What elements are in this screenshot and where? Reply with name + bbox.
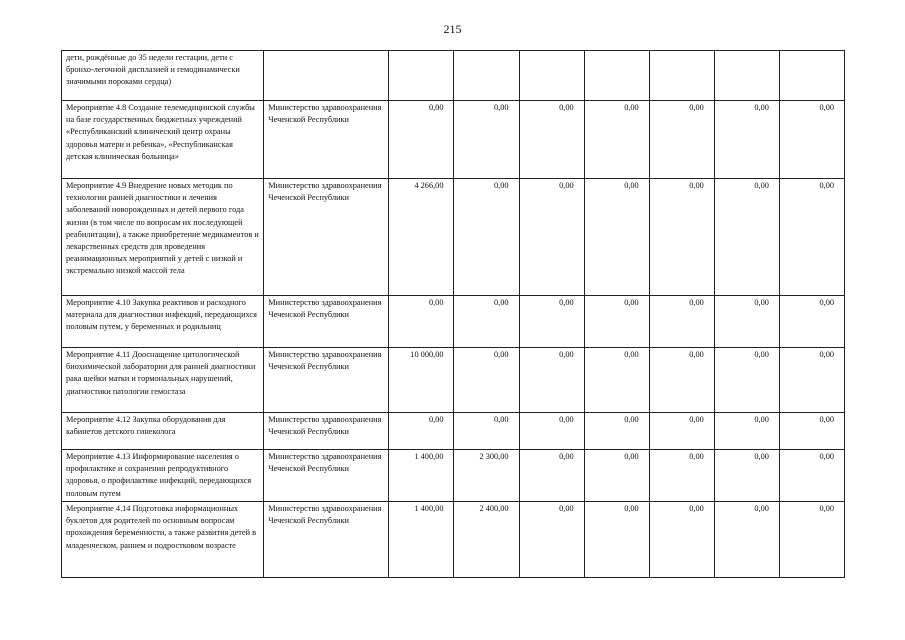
activity-name-cell: Мероприятие 4.9 Внедрение новых методик по технологии ранней диагностики и лечения заболеваний новорожденных и детей первого года жизни (в том числе по вопросам их последующей реабилитации), а также приобретение медикаментов и лекарственных средств для проведения реанимационных мероприятий у детей с низкой и экстремально низкой массой тела [62, 179, 264, 296]
funding-value-cell: 0,00 [779, 450, 844, 502]
funding-value-cell: 0,00 [454, 296, 519, 348]
funding-value-cell: 0,00 [389, 101, 454, 179]
funding-value-cell: 0,00 [584, 101, 649, 179]
executor-cell: Министерство здравоохранения Чеченской Республики [264, 296, 389, 348]
funding-value-cell: 2 400,00 [454, 502, 519, 578]
funding-value-cell [454, 51, 519, 101]
funding-value-cell: 0,00 [454, 101, 519, 179]
funding-value-cell: 0,00 [519, 502, 584, 578]
table-row [62, 296, 845, 348]
funding-value-cell: 0,00 [389, 413, 454, 450]
activity-name-cell: дети, рождённые до 35 недели гестации, дети с бронхо-легочной дисплазией и гемодинамически значимыми пороками сердца) [62, 51, 264, 101]
table-row [62, 413, 845, 450]
funding-value-cell: 0,00 [779, 502, 844, 578]
funding-value-cell: 0,00 [454, 348, 519, 413]
funding-value-cell [389, 51, 454, 101]
funding-value-cell: 0,00 [519, 101, 584, 179]
funding-value-cell: 0,00 [519, 348, 584, 413]
funding-value-cell: 1 400,00 [389, 450, 454, 502]
table-row [62, 502, 845, 578]
activity-name-cell: Мероприятие 4.11 Дооснащение цитологической биохимической лаборатории для ранней диагностики рака шейки матки и гормональных нарушений, диагностики патологии гемостаза [62, 348, 264, 413]
funding-value-cell [519, 51, 584, 101]
funding-value-cell: 0,00 [454, 413, 519, 450]
funding-value-cell: 0,00 [519, 450, 584, 502]
table-row [62, 348, 845, 413]
executor-cell: Министерство здравоохранения Чеченской Республики [264, 179, 389, 296]
funding-value-cell: 0,00 [519, 413, 584, 450]
funding-value-cell: 0,00 [714, 179, 779, 296]
activity-name-cell: Мероприятие 4.12 Закупка оборудования для кабинетов детского гинеколога [62, 413, 264, 450]
funding-value-cell: 0,00 [389, 296, 454, 348]
executor-cell: Министерство здравоохранения Чеченской Республики [264, 413, 389, 450]
funding-value-cell: 0,00 [779, 413, 844, 450]
funding-value-cell: 0,00 [584, 502, 649, 578]
funding-value-cell [649, 51, 714, 101]
activity-name-cell: Мероприятие 4.14 Подготовка информационных буклетов для родителей по основным вопросам прохождения беременности, а также развития детей в младенческом, раннем и подростковом возрасте [62, 502, 264, 578]
funding-value-cell: 0,00 [519, 296, 584, 348]
funding-value-cell: 0,00 [454, 179, 519, 296]
table-row [62, 179, 845, 296]
executor-cell: Министерство здравоохранения Чеченской Республики [264, 348, 389, 413]
activity-name-cell: Мероприятие 4.10 Закупка реактивов и расходного материала для диагностики инфекций, передающихся половым путем, у беременных и родильниц [62, 296, 264, 348]
funding-value-cell: 0,00 [584, 296, 649, 348]
funding-value-cell: 2 300,00 [454, 450, 519, 502]
table-row [62, 101, 845, 179]
funding-value-cell: 0,00 [779, 179, 844, 296]
funding-value-cell: 0,00 [584, 179, 649, 296]
funding-value-cell: 0,00 [519, 179, 584, 296]
funding-value-cell: 0,00 [649, 101, 714, 179]
funding-value-cell: 0,00 [584, 348, 649, 413]
funding-value-cell [779, 51, 844, 101]
funding-value-cell: 0,00 [779, 348, 844, 413]
funding-value-cell: 0,00 [714, 502, 779, 578]
executor-cell: Министерство здравоохранения Чеченской Республики [264, 450, 389, 502]
funding-value-cell: 0,00 [649, 348, 714, 413]
table-body [62, 51, 845, 578]
funding-value-cell: 0,00 [649, 413, 714, 450]
executor-cell: Министерство здравоохранения Чеченской Республики [264, 101, 389, 179]
funding-value-cell: 0,00 [649, 502, 714, 578]
table-row [62, 450, 845, 502]
funding-value-cell: 0,00 [649, 296, 714, 348]
executor-cell: Министерство здравоохранения Чеченской Республики [264, 502, 389, 578]
funding-value-cell: 1 400,00 [389, 502, 454, 578]
page-number: 215 [443, 22, 462, 36]
funding-value-cell: 10 000,00 [389, 348, 454, 413]
activity-name-cell: Мероприятие 4.13 Информирование населения о профилактике и сохранении репродуктивного здоровья, о профилактике инфекций, передающихся половым путем [62, 450, 264, 502]
funding-value-cell: 0,00 [649, 179, 714, 296]
funding-value-cell [584, 51, 649, 101]
funding-value-cell: 0,00 [649, 450, 714, 502]
table-row [62, 51, 845, 101]
funding-value-cell: 0,00 [584, 413, 649, 450]
executor-cell [264, 51, 389, 101]
funding-value-cell: 4 266,00 [389, 179, 454, 296]
funding-value-cell: 0,00 [714, 413, 779, 450]
program-activities-table [61, 50, 845, 578]
funding-value-cell: 0,00 [779, 296, 844, 348]
funding-value-cell: 0,00 [584, 450, 649, 502]
funding-value-cell: 0,00 [714, 348, 779, 413]
funding-value-cell [714, 51, 779, 101]
funding-value-cell: 0,00 [714, 450, 779, 502]
funding-value-cell: 0,00 [779, 101, 844, 179]
activity-name-cell: Мероприятие 4.8 Создание телемедицинской службы на базе государственных бюджетных учреждений «Республиканский клинический центр охраны здоровья матери и ребенка», «Республиканская детская клиническая больница» [62, 101, 264, 179]
funding-value-cell: 0,00 [714, 101, 779, 179]
funding-value-cell: 0,00 [714, 296, 779, 348]
